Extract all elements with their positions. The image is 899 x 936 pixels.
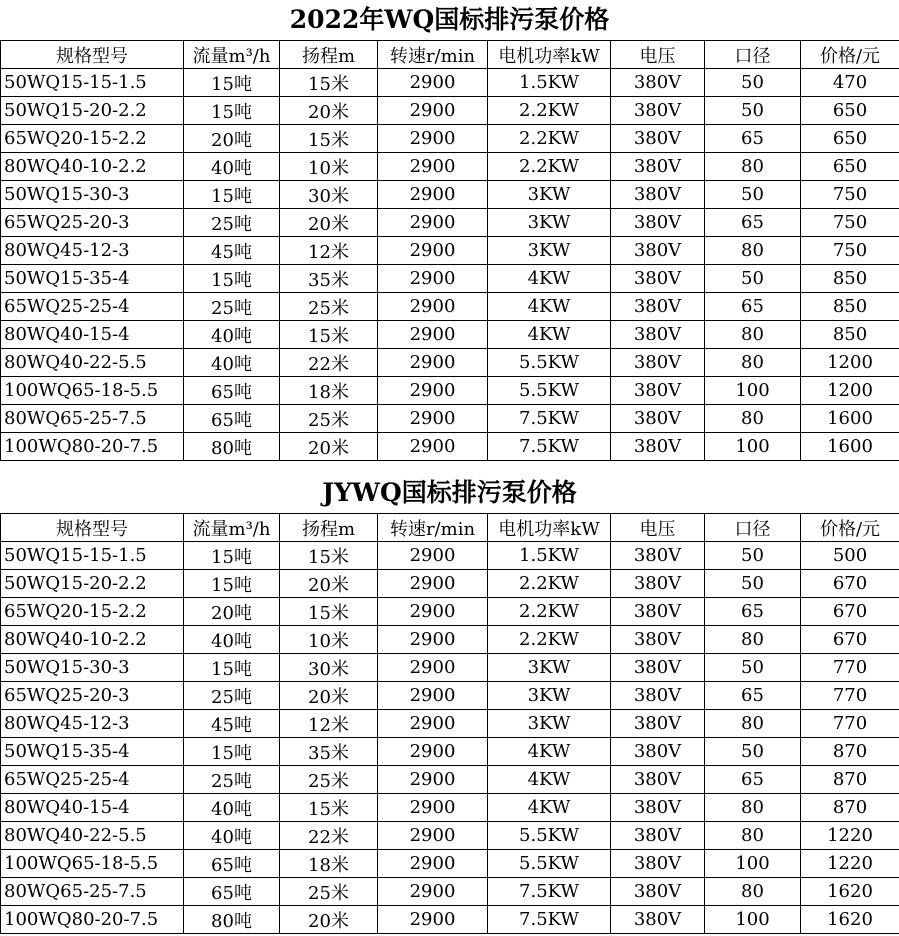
table-cell: 15米 <box>280 598 378 626</box>
table-cell: 2.2KW <box>488 598 611 626</box>
table-cell: 1.5KW <box>488 69 611 97</box>
table-cell: 7.5KW <box>488 405 611 433</box>
table-cell: 380V <box>611 598 705 626</box>
table-cell: 2900 <box>378 822 488 850</box>
table-cell: 15吨 <box>184 69 280 97</box>
header-cell: 口径 <box>705 41 801 69</box>
table-cell: 15米 <box>280 794 378 822</box>
table-cell: 80 <box>705 153 801 181</box>
table-cell: 25吨 <box>184 209 280 237</box>
table-row <box>1 237 899 265</box>
table-row <box>1 265 899 293</box>
table-cell: 380V <box>611 405 705 433</box>
table-cell: 750 <box>801 237 899 265</box>
table-cell: 380V <box>611 377 705 405</box>
table-cell: 65吨 <box>184 878 280 906</box>
table1-title: 2022年WQ国标排污泵价格 <box>289 5 610 34</box>
table-cell: 80 <box>705 321 801 349</box>
table-cell: 380V <box>611 794 705 822</box>
table-cell: 100 <box>705 433 801 461</box>
header-cell: 规格型号 <box>1 514 184 542</box>
table-row <box>1 598 899 626</box>
table-cell: 2900 <box>378 405 488 433</box>
table-cell: 2900 <box>378 682 488 710</box>
table-cell: 3KW <box>488 654 611 682</box>
table-cell: 35米 <box>280 265 378 293</box>
table-cell: 380V <box>611 209 705 237</box>
table-cell: 770 <box>801 682 899 710</box>
table-cell: 50WQ15-30-3 <box>1 181 184 209</box>
table-cell: 65 <box>705 682 801 710</box>
table-cell: 25米 <box>280 405 378 433</box>
table-row <box>1 766 899 794</box>
table-cell: 1220 <box>801 850 899 878</box>
table-cell: 80 <box>705 794 801 822</box>
header-cell: 规格型号 <box>1 41 184 69</box>
table-cell: 380V <box>611 265 705 293</box>
table-cell: 25米 <box>280 878 378 906</box>
table-row <box>1 542 899 570</box>
table-cell: 65 <box>705 209 801 237</box>
table-cell: 2900 <box>378 570 488 598</box>
table-cell: 650 <box>801 153 899 181</box>
table-cell: 2900 <box>378 906 488 934</box>
table-cell: 380V <box>611 626 705 654</box>
table-cell: 12米 <box>280 237 378 265</box>
table-cell: 2900 <box>378 97 488 125</box>
table-cell: 380V <box>611 321 705 349</box>
table-cell: 3KW <box>488 710 611 738</box>
table-cell: 380V <box>611 181 705 209</box>
table-cell: 15米 <box>280 69 378 97</box>
table-row <box>1 97 899 125</box>
table-cell: 40吨 <box>184 321 280 349</box>
table-cell: 650 <box>801 125 899 153</box>
table-cell: 40吨 <box>184 153 280 181</box>
table-cell: 20吨 <box>184 598 280 626</box>
header-cell: 流量m³/h <box>184 41 280 69</box>
table-cell: 65WQ25-25-4 <box>1 293 184 321</box>
table-cell: 1620 <box>801 878 899 906</box>
table-cell: 2900 <box>378 237 488 265</box>
table-cell: 65吨 <box>184 850 280 878</box>
table-cell: 45吨 <box>184 710 280 738</box>
table-cell: 50 <box>705 97 801 125</box>
header-cell: 电机功率kW <box>488 514 611 542</box>
table-row <box>1 710 899 738</box>
table-cell: 380V <box>611 906 705 934</box>
table2-body <box>1 542 899 934</box>
table-row <box>1 377 899 405</box>
table-cell: 50WQ15-15-1.5 <box>1 542 184 570</box>
table-cell: 1620 <box>801 906 899 934</box>
table-cell: 5.5KW <box>488 850 611 878</box>
table-cell: 380V <box>611 850 705 878</box>
table-cell: 80 <box>705 237 801 265</box>
table-cell: 380V <box>611 293 705 321</box>
table-cell: 80WQ40-22-5.5 <box>1 349 184 377</box>
table-cell: 15米 <box>280 125 378 153</box>
table-cell: 65WQ25-25-4 <box>1 766 184 794</box>
table-cell: 500 <box>801 542 899 570</box>
table-cell: 65 <box>705 125 801 153</box>
table-cell: 35米 <box>280 738 378 766</box>
table-cell: 80WQ40-22-5.5 <box>1 822 184 850</box>
table-cell: 40吨 <box>184 626 280 654</box>
table-row <box>1 626 899 654</box>
table-cell: 2900 <box>378 710 488 738</box>
table-cell: 380V <box>611 654 705 682</box>
table-cell: 3KW <box>488 237 611 265</box>
table-cell: 670 <box>801 570 899 598</box>
table-cell: 18米 <box>280 850 378 878</box>
table-cell: 80WQ40-15-4 <box>1 321 184 349</box>
table2 <box>0 513 899 934</box>
table-cell: 80WQ40-10-2.2 <box>1 153 184 181</box>
table-cell: 2900 <box>378 265 488 293</box>
table-cell: 3KW <box>488 181 611 209</box>
table-row <box>1 69 899 97</box>
table-row <box>1 293 899 321</box>
table-cell: 2900 <box>378 321 488 349</box>
table-cell: 15米 <box>280 321 378 349</box>
table-cell: 100WQ80-20-7.5 <box>1 433 184 461</box>
table-cell: 4KW <box>488 265 611 293</box>
table-cell: 80WQ40-10-2.2 <box>1 626 184 654</box>
table1-header-row <box>1 41 899 69</box>
table-cell: 10米 <box>280 626 378 654</box>
table-cell: 1.5KW <box>488 542 611 570</box>
table-cell: 1200 <box>801 349 899 377</box>
table-cell: 2900 <box>378 766 488 794</box>
table-cell: 50WQ15-35-4 <box>1 738 184 766</box>
table-cell: 100 <box>705 850 801 878</box>
table-cell: 20米 <box>280 570 378 598</box>
table-row <box>1 433 899 461</box>
table-cell: 380V <box>611 682 705 710</box>
table-cell: 650 <box>801 97 899 125</box>
table-cell: 380V <box>611 125 705 153</box>
table-cell: 80吨 <box>184 433 280 461</box>
table-cell: 40吨 <box>184 349 280 377</box>
table-cell: 65WQ20-15-2.2 <box>1 125 184 153</box>
table-cell: 80WQ65-25-7.5 <box>1 878 184 906</box>
table-cell: 2900 <box>378 349 488 377</box>
table-cell: 20米 <box>280 682 378 710</box>
table-cell: 15吨 <box>184 181 280 209</box>
table-cell: 65 <box>705 598 801 626</box>
table-cell: 2.2KW <box>488 570 611 598</box>
table-row <box>1 654 899 682</box>
table-cell: 40吨 <box>184 794 280 822</box>
table-cell: 100 <box>705 906 801 934</box>
table-cell: 65WQ25-20-3 <box>1 682 184 710</box>
table-cell: 2.2KW <box>488 125 611 153</box>
table-cell: 380V <box>611 97 705 125</box>
table-cell: 65WQ25-20-3 <box>1 209 184 237</box>
table-cell: 870 <box>801 766 899 794</box>
table-cell: 1220 <box>801 822 899 850</box>
table-cell: 20吨 <box>184 125 280 153</box>
table2-header-row <box>1 514 899 542</box>
table-cell: 2900 <box>378 794 488 822</box>
table-cell: 15吨 <box>184 654 280 682</box>
table-cell: 750 <box>801 181 899 209</box>
table-row <box>1 349 899 377</box>
table-cell: 750 <box>801 209 899 237</box>
table-cell: 65吨 <box>184 405 280 433</box>
table-cell: 2.2KW <box>488 626 611 654</box>
table-cell: 20米 <box>280 97 378 125</box>
table-cell: 1600 <box>801 405 899 433</box>
table-cell: 4KW <box>488 321 611 349</box>
table-cell: 380V <box>611 153 705 181</box>
table-cell: 25吨 <box>184 682 280 710</box>
table-cell: 670 <box>801 598 899 626</box>
table-cell: 380V <box>611 766 705 794</box>
table-cell: 2900 <box>378 377 488 405</box>
table-row <box>1 153 899 181</box>
table-cell: 2900 <box>378 878 488 906</box>
table-cell: 3KW <box>488 209 611 237</box>
table-cell: 40吨 <box>184 822 280 850</box>
table-cell: 2900 <box>378 153 488 181</box>
table-cell: 2900 <box>378 433 488 461</box>
table-cell: 15吨 <box>184 265 280 293</box>
table-cell: 25米 <box>280 766 378 794</box>
table-cell: 50 <box>705 265 801 293</box>
table-cell: 870 <box>801 738 899 766</box>
table-cell: 80 <box>705 349 801 377</box>
table-cell: 7.5KW <box>488 433 611 461</box>
table-cell: 15米 <box>280 542 378 570</box>
table-cell: 5.5KW <box>488 822 611 850</box>
header-cell: 电压 <box>611 41 705 69</box>
table-cell: 65WQ20-15-2.2 <box>1 598 184 626</box>
table-cell: 850 <box>801 321 899 349</box>
table-cell: 380V <box>611 878 705 906</box>
table-cell: 380V <box>611 738 705 766</box>
table-cell: 670 <box>801 626 899 654</box>
table-cell: 770 <box>801 654 899 682</box>
header-cell: 电机功率kW <box>488 41 611 69</box>
table-cell: 65 <box>705 293 801 321</box>
table-row <box>1 181 899 209</box>
table-cell: 15吨 <box>184 570 280 598</box>
header-cell: 流量m³/h <box>184 514 280 542</box>
table2-title: JYWQ国标排污泵价格 <box>322 478 577 507</box>
table-cell: 30米 <box>280 654 378 682</box>
table-row <box>1 850 899 878</box>
table-cell: 380V <box>611 349 705 377</box>
header-cell: 价格/元 <box>801 514 899 542</box>
table-cell: 15吨 <box>184 738 280 766</box>
table-cell: 7.5KW <box>488 878 611 906</box>
table-row <box>1 209 899 237</box>
table-cell: 100WQ80-20-7.5 <box>1 906 184 934</box>
table-cell: 5.5KW <box>488 377 611 405</box>
header-cell: 转速r/min <box>378 41 488 69</box>
table-cell: 2900 <box>378 598 488 626</box>
table-cell: 50 <box>705 69 801 97</box>
table-cell: 3KW <box>488 682 611 710</box>
table-cell: 4KW <box>488 738 611 766</box>
table-row <box>1 125 899 153</box>
table-cell: 80 <box>705 878 801 906</box>
table-cell: 45吨 <box>184 237 280 265</box>
table-cell: 50WQ15-20-2.2 <box>1 97 184 125</box>
table-cell: 50 <box>705 654 801 682</box>
table-cell: 15吨 <box>184 542 280 570</box>
table-row <box>1 405 899 433</box>
table-cell: 12米 <box>280 710 378 738</box>
header-cell: 扬程m <box>280 514 378 542</box>
table-cell: 2900 <box>378 738 488 766</box>
table-cell: 80WQ45-12-3 <box>1 710 184 738</box>
table-cell: 2900 <box>378 181 488 209</box>
table-cell: 18米 <box>280 377 378 405</box>
header-cell: 扬程m <box>280 41 378 69</box>
table-cell: 870 <box>801 794 899 822</box>
table-cell: 850 <box>801 293 899 321</box>
table-cell: 80WQ65-25-7.5 <box>1 405 184 433</box>
table-cell: 770 <box>801 710 899 738</box>
table-cell: 50 <box>705 181 801 209</box>
table1-body <box>1 69 899 461</box>
table-cell: 50WQ15-15-1.5 <box>1 69 184 97</box>
table-cell: 25吨 <box>184 293 280 321</box>
table-cell: 2.2KW <box>488 97 611 125</box>
table-cell: 4KW <box>488 293 611 321</box>
table-cell: 4KW <box>488 794 611 822</box>
table-cell: 850 <box>801 265 899 293</box>
table-cell: 470 <box>801 69 899 97</box>
table-row <box>1 906 899 934</box>
table-cell: 20米 <box>280 209 378 237</box>
table-cell: 80 <box>705 405 801 433</box>
table-cell: 15吨 <box>184 97 280 125</box>
table-cell: 2900 <box>378 69 488 97</box>
header-cell: 口径 <box>705 514 801 542</box>
header-cell: 转速r/min <box>378 514 488 542</box>
table-cell: 22米 <box>280 349 378 377</box>
table-cell: 20米 <box>280 906 378 934</box>
table-cell: 50WQ15-20-2.2 <box>1 570 184 598</box>
table-cell: 2900 <box>378 125 488 153</box>
table-cell: 30米 <box>280 181 378 209</box>
table-cell: 65吨 <box>184 377 280 405</box>
table-cell: 380V <box>611 710 705 738</box>
table-cell: 380V <box>611 822 705 850</box>
table-cell: 25吨 <box>184 766 280 794</box>
table-cell: 22米 <box>280 822 378 850</box>
table-cell: 380V <box>611 570 705 598</box>
table-row <box>1 570 899 598</box>
table-cell: 80 <box>705 710 801 738</box>
table1 <box>0 40 899 461</box>
table-cell: 25米 <box>280 293 378 321</box>
table-cell: 80 <box>705 822 801 850</box>
table-cell: 50 <box>705 542 801 570</box>
table-cell: 7.5KW <box>488 906 611 934</box>
table-cell: 20米 <box>280 433 378 461</box>
table-row <box>1 738 899 766</box>
table-cell: 50WQ15-35-4 <box>1 265 184 293</box>
table-cell: 380V <box>611 433 705 461</box>
table-cell: 380V <box>611 542 705 570</box>
table-cell: 2900 <box>378 293 488 321</box>
table-row <box>1 822 899 850</box>
table-cell: 2900 <box>378 626 488 654</box>
table-cell: 80WQ40-15-4 <box>1 794 184 822</box>
table-cell: 100 <box>705 377 801 405</box>
header-cell: 价格/元 <box>801 41 899 69</box>
table-cell: 10米 <box>280 153 378 181</box>
table-row <box>1 682 899 710</box>
table-cell: 80 <box>705 626 801 654</box>
table-cell: 2900 <box>378 654 488 682</box>
table-row <box>1 794 899 822</box>
table-cell: 380V <box>611 237 705 265</box>
table-cell: 65 <box>705 766 801 794</box>
table-cell: 5.5KW <box>488 349 611 377</box>
table-cell: 1200 <box>801 377 899 405</box>
table-cell: 2900 <box>378 850 488 878</box>
table-row <box>1 878 899 906</box>
table-cell: 50 <box>705 570 801 598</box>
table-cell: 2900 <box>378 209 488 237</box>
table-cell: 50WQ15-30-3 <box>1 654 184 682</box>
table-cell: 2900 <box>378 542 488 570</box>
table-cell: 50 <box>705 738 801 766</box>
table-cell: 80WQ45-12-3 <box>1 237 184 265</box>
table-cell: 100WQ65-18-5.5 <box>1 377 184 405</box>
table-cell: 1600 <box>801 433 899 461</box>
table-cell: 4KW <box>488 766 611 794</box>
table-cell: 80吨 <box>184 906 280 934</box>
header-cell: 电压 <box>611 514 705 542</box>
table-cell: 100WQ65-18-5.5 <box>1 850 184 878</box>
table-cell: 380V <box>611 69 705 97</box>
table-cell: 2.2KW <box>488 153 611 181</box>
table-row <box>1 321 899 349</box>
